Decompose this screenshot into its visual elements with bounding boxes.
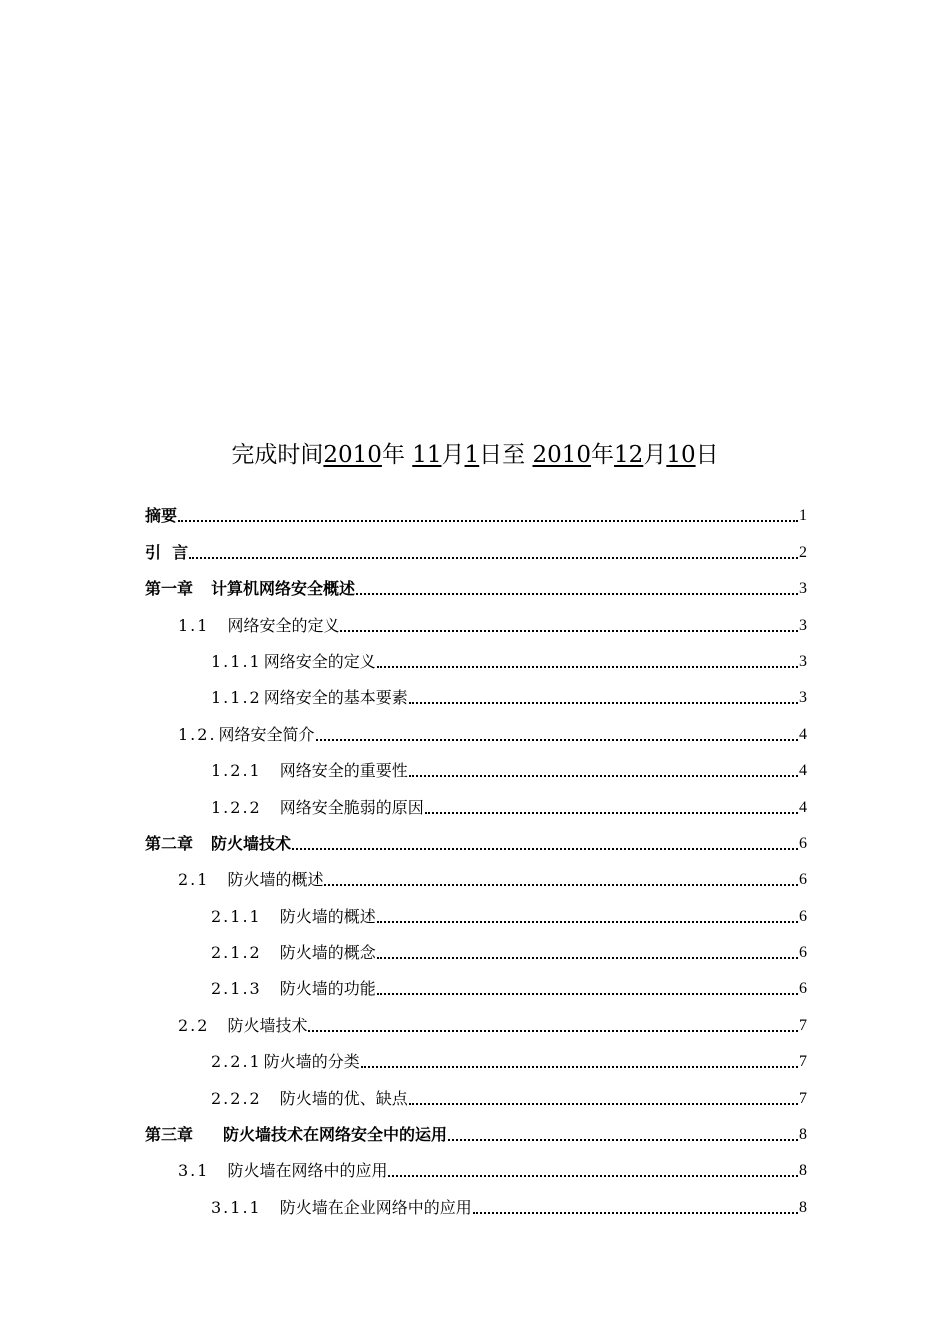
toc-entry-title: 网络安全脆弱的原因 [279,797,424,817]
toc-entry-title: 网络安全的定义 [263,651,376,671]
toc-entry-title: 计算机网络安全概述 [211,579,356,599]
toc-entry-label [145,505,177,527]
toc-entry-title: 网络安全的定义 [227,615,340,635]
toc-entry-title: 摘要 [145,506,178,526]
toc-entry[interactable] [145,1182,807,1218]
toc-entry-number: 1.2. [178,724,217,744]
toc-entry-number: 第一章 [145,579,194,599]
toc-entry-page: 3 [799,652,807,670]
toc-entry-page: 3 [799,616,807,634]
toc-entry-label [211,687,408,709]
toc-entry-title: 防火墙的概述 [227,870,324,890]
toc-entry-label [211,906,376,928]
toc-entry-page: 6 [799,944,807,962]
toc-entry-page: 4 [799,798,807,816]
completion-prefix: 完成时间 [231,442,324,468]
toc-entry-label [211,1051,360,1073]
end-year-char: 年 [591,442,615,468]
toc-entry-page: 8 [799,1198,807,1216]
start-month-char: 月 [441,442,465,468]
toc-leader-dots [377,921,798,923]
toc-leader-dots [189,557,798,559]
toc-leader-dots [409,1103,798,1105]
toc-entry-label [211,942,376,964]
toc-leader-dots [316,739,798,741]
toc-entry-number: 2.1.2 [211,943,262,963]
toc-entry-title: 防火墙的分类 [263,1052,360,1072]
toc-leader-dots [425,812,798,814]
toc-entry-title: 防火墙在企业网络中的应用 [279,1197,472,1217]
toc-entry[interactable] [145,746,807,782]
toc-entry-page: 6 [799,907,807,925]
toc-entry[interactable] [145,1110,807,1146]
toc-entry[interactable] [145,819,807,855]
toc-entry-page: 4 [799,762,807,780]
toc-entry-label [211,797,424,819]
toc-entry[interactable] [145,491,807,527]
toc-entry-page: 7 [799,1016,807,1034]
toc-entry-number: 第三章 [145,1125,194,1145]
start-month: 11 [412,442,442,468]
start-year: 2010 [323,442,382,468]
toc-leader-dots [292,848,798,850]
toc-entry-number: 1.1.2 [211,688,262,708]
toc-entry-label [211,760,408,782]
toc-entry-page: 4 [799,725,807,743]
toc-entry[interactable] [145,564,807,600]
toc-entry-number: 2.2.1 [211,1052,262,1072]
toc-entry-title: 防火墙的功能 [279,979,376,999]
end-day-char: 日 [695,442,719,468]
toc-entry-page: 7 [799,1053,807,1071]
toc-entry[interactable] [145,782,807,818]
toc-entry-page: 7 [799,1089,807,1107]
toc-entry-page: 8 [799,1162,807,1180]
toc-entry-label [211,978,376,1000]
toc-entry-title: 防火墙的概念 [279,943,376,963]
end-month: 12 [614,442,644,468]
toc-entry[interactable] [145,1073,807,1109]
start-year-char: 年 [381,442,405,468]
toc-entry-number: 2.1 [178,870,210,890]
toc-leader-dots [409,702,798,704]
toc-entry-label [178,724,315,746]
toc-entry-number: 第二章 [145,833,194,853]
toc-entry[interactable] [145,709,807,745]
toc-entry-title: 防火墙的优、缺点 [279,1088,408,1108]
toc-entry[interactable] [145,855,807,891]
toc-entry-label [178,869,323,891]
toc-entry[interactable] [145,673,807,709]
toc-leader-dots [377,993,798,995]
toc-entry[interactable] [145,637,807,673]
toc-entry[interactable] [145,928,807,964]
toc-entry-title: 网络安全的基本要素 [263,688,408,708]
toc-entry[interactable] [145,1037,807,1073]
toc-entry-label [211,1088,408,1110]
toc-entry-number: 2.2.2 [211,1088,262,1108]
toc-entry[interactable] [145,964,807,1000]
table-of-contents [145,491,807,1219]
toc-entry-number: 3.1 [178,1161,210,1181]
toc-entry[interactable] [145,600,807,636]
toc-leader-dots [448,1139,798,1141]
toc-leader-dots [324,884,798,886]
toc-entry-number: 2.1.3 [211,979,262,999]
toc-entry-page: 6 [799,871,807,889]
toc-entry-page: 8 [799,1126,807,1144]
toc-entry-title: 防火墙在网络中的应用 [227,1161,388,1181]
completion-time [0,438,950,472]
toc-leader-dots [377,957,798,959]
toc-entry[interactable] [145,891,807,927]
toc-entry[interactable] [145,527,807,563]
toc-entry-title: 防火墙技术 [211,833,292,853]
toc-entry-title: 网络安全的重要性 [279,761,408,781]
toc-entry-label [145,833,291,855]
toc-entry-label [211,1197,472,1219]
toc-entry-label [178,1015,307,1037]
toc-leader-dots [409,775,798,777]
toc-entry-title: 网络安全简介 [218,724,315,744]
toc-entry-number: 1.2.2 [211,797,262,817]
toc-entry-page: 6 [799,834,807,852]
toc-entry-title: 防火墙的概述 [279,906,376,926]
toc-entry-number: 2.2 [178,1015,210,1035]
toc-entry-title: 引 言 [145,542,189,562]
toc-entry[interactable] [145,1146,807,1182]
toc-entry-number: 1.2.1 [211,761,262,781]
toc-entry-number: 3.1.1 [211,1197,262,1217]
toc-entry-number: 1.1.1 [211,651,262,671]
toc-entry-label [211,651,376,673]
toc-entry-number: 1.1 [178,615,210,635]
end-day: 10 [666,442,696,468]
toc-entry-label [145,542,188,564]
toc-entry-label [178,1160,387,1182]
toc-leader-dots [473,1212,798,1214]
toc-leader-dots [361,1066,798,1068]
toc-entry-page: 3 [799,689,807,707]
toc-entry-number: 2.1.1 [211,906,262,926]
end-year: 2010 [532,442,592,468]
toc-leader-dots [388,1175,798,1177]
start-day-char: 日至 [479,442,526,468]
toc-entry-title: 防火墙技术 [227,1015,308,1035]
toc-entry-page: 3 [799,580,807,598]
toc-entry-label [145,578,355,600]
toc-leader-dots [356,593,798,595]
toc-leader-dots [377,666,798,668]
toc-leader-dots [178,520,798,522]
start-day: 1 [464,442,480,468]
toc-entry-title: 防火墙技术在网络安全中的运用 [223,1125,448,1145]
toc-entry-page: 2 [799,543,807,561]
toc-entry-label [178,615,339,637]
toc-entry-page: 6 [799,980,807,998]
end-month-char: 月 [643,442,667,468]
toc-entry-label [145,1124,447,1146]
toc-entry[interactable] [145,1000,807,1036]
toc-leader-dots [308,1030,798,1032]
toc-leader-dots [340,630,798,632]
toc-entry-page: 1 [799,507,807,525]
